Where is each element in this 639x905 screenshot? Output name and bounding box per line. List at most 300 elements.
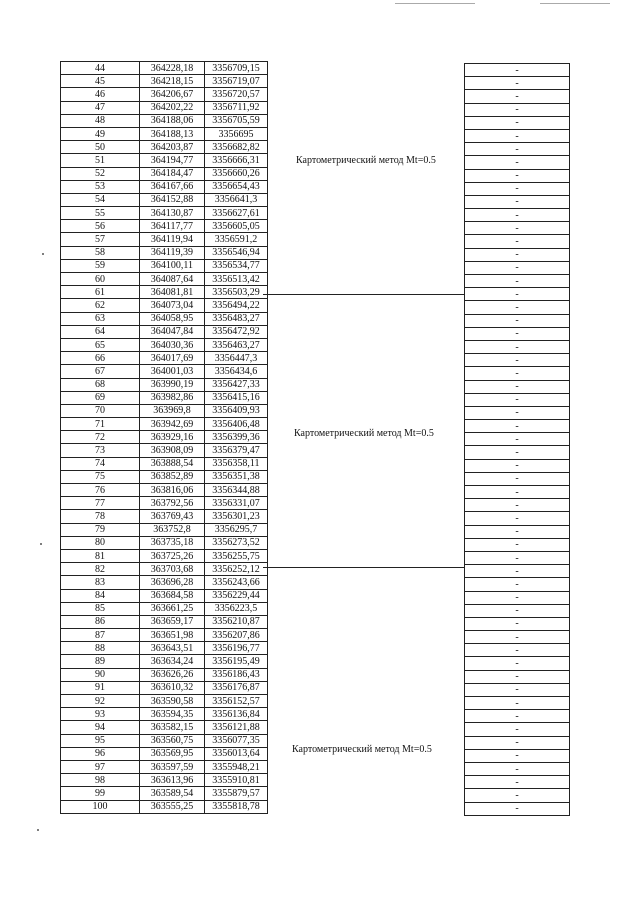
x-coordinate-cell: 364188,06 — [140, 114, 205, 127]
point-number-cell: 68 — [61, 378, 140, 391]
point-number-cell: 56 — [61, 220, 140, 233]
x-coordinate-cell: 363590,58 — [140, 695, 205, 708]
accuracy-cell: - — [465, 354, 570, 367]
x-coordinate-cell: 363888,54 — [140, 457, 205, 470]
table-row — [61, 629, 268, 642]
table-row — [61, 286, 268, 299]
accuracy-cell: - — [465, 802, 570, 815]
table-row — [465, 367, 570, 380]
section-divider-1 — [263, 294, 465, 295]
x-coordinate-cell: 363610,32 — [140, 681, 205, 694]
table-row — [61, 470, 268, 483]
y-coordinate-cell: 3356627,61 — [205, 207, 268, 220]
accuracy-cell: - — [465, 195, 570, 208]
table-row — [465, 103, 570, 116]
table-row — [61, 365, 268, 378]
table-row — [61, 431, 268, 444]
table-row — [465, 340, 570, 353]
table-row — [465, 288, 570, 301]
y-coordinate-cell: 3356301,23 — [205, 510, 268, 523]
y-coordinate-cell: 3356379,47 — [205, 444, 268, 457]
y-coordinate-cell: 3356351,38 — [205, 470, 268, 483]
point-number-cell: 71 — [61, 418, 140, 431]
y-coordinate-cell: 3356682,82 — [205, 141, 268, 154]
accuracy-cell: - — [465, 683, 570, 696]
method-label-1: Картометрический метод Mt=0.5 — [296, 155, 436, 166]
point-number-cell: 66 — [61, 352, 140, 365]
point-number-cell: 67 — [61, 365, 140, 378]
table-row — [61, 114, 268, 127]
point-number-cell: 80 — [61, 536, 140, 549]
point-number-cell: 82 — [61, 563, 140, 576]
table-row — [465, 657, 570, 670]
point-number-cell: 91 — [61, 681, 140, 694]
table-row — [465, 433, 570, 446]
point-number-cell: 78 — [61, 510, 140, 523]
x-coordinate-cell: 364117,77 — [140, 220, 205, 233]
table-row — [465, 169, 570, 182]
accuracy-cell: - — [465, 604, 570, 617]
table-row — [61, 167, 268, 180]
x-coordinate-cell: 363582,15 — [140, 721, 205, 734]
table-row — [465, 301, 570, 314]
accuracy-cell: - — [465, 591, 570, 604]
point-number-cell: 72 — [61, 431, 140, 444]
table-row — [465, 209, 570, 222]
table-row — [61, 523, 268, 536]
accuracy-cell: - — [465, 578, 570, 591]
table-row — [61, 312, 268, 325]
table-row — [61, 418, 268, 431]
table-row — [61, 484, 268, 497]
x-coordinate-cell: 363555,25 — [140, 800, 205, 813]
scan-edge-mark — [540, 3, 610, 4]
table-row — [465, 723, 570, 736]
x-coordinate-cell: 364184,47 — [140, 167, 205, 180]
table-row — [61, 589, 268, 602]
table-row — [465, 736, 570, 749]
y-coordinate-cell: 3356207,86 — [205, 629, 268, 642]
accuracy-cell: - — [465, 169, 570, 182]
x-coordinate-cell: 364228,18 — [140, 62, 205, 75]
point-number-cell: 51 — [61, 154, 140, 167]
accuracy-cell: - — [465, 538, 570, 551]
point-number-cell: 90 — [61, 668, 140, 681]
table-row — [61, 721, 268, 734]
y-coordinate-cell: 3356358,11 — [205, 457, 268, 470]
point-number-cell: 64 — [61, 325, 140, 338]
accuracy-cell: - — [465, 736, 570, 749]
table-row — [61, 444, 268, 457]
accuracy-cell: - — [465, 367, 570, 380]
x-coordinate-cell: 364119,94 — [140, 233, 205, 246]
point-number-cell: 61 — [61, 286, 140, 299]
accuracy-cell: - — [465, 723, 570, 736]
y-coordinate-cell: 3356641,3 — [205, 193, 268, 206]
accuracy-cell: - — [465, 670, 570, 683]
table-row — [465, 499, 570, 512]
table-row — [465, 697, 570, 710]
table-row — [61, 681, 268, 694]
y-coordinate-cell: 3356605,05 — [205, 220, 268, 233]
table-row — [465, 420, 570, 433]
table-row — [61, 193, 268, 206]
table-row — [465, 116, 570, 129]
accuracy-cell: - — [465, 90, 570, 103]
point-number-cell: 93 — [61, 708, 140, 721]
accuracy-cell: - — [465, 710, 570, 723]
y-coordinate-cell: 3356229,44 — [205, 589, 268, 602]
table-row — [61, 62, 268, 75]
x-coordinate-cell: 364087,64 — [140, 273, 205, 286]
y-coordinate-cell: 3356472,92 — [205, 325, 268, 338]
x-coordinate-cell: 363594,35 — [140, 708, 205, 721]
x-coordinate-cell: 364206,67 — [140, 88, 205, 101]
y-coordinate-cell: 3355948,21 — [205, 760, 268, 773]
point-number-cell: 55 — [61, 207, 140, 220]
table-row — [465, 156, 570, 169]
point-number-cell: 85 — [61, 602, 140, 615]
table-row — [61, 615, 268, 628]
point-number-cell: 69 — [61, 391, 140, 404]
accuracy-cell: - — [465, 380, 570, 393]
accuracy-cell: - — [465, 327, 570, 340]
accuracy-cell: - — [465, 459, 570, 472]
accuracy-cell: - — [465, 261, 570, 274]
y-coordinate-cell: 3356331,07 — [205, 497, 268, 510]
accuracy-cell: - — [465, 235, 570, 248]
table-row — [465, 393, 570, 406]
x-coordinate-cell: 364167,66 — [140, 180, 205, 193]
table-row — [465, 235, 570, 248]
table-row — [61, 457, 268, 470]
y-coordinate-cell: 3356399,36 — [205, 431, 268, 444]
y-coordinate-cell: 3356720,57 — [205, 88, 268, 101]
point-number-cell: 77 — [61, 497, 140, 510]
table-row — [61, 352, 268, 365]
y-coordinate-cell: 3356463,27 — [205, 338, 268, 351]
x-coordinate-cell: 363661,25 — [140, 602, 205, 615]
x-coordinate-cell: 363769,43 — [140, 510, 205, 523]
table-row — [61, 259, 268, 272]
y-coordinate-cell: 3356273,52 — [205, 536, 268, 549]
table-row — [465, 314, 570, 327]
table-row — [61, 88, 268, 101]
x-coordinate-cell: 364047,84 — [140, 325, 205, 338]
y-coordinate-cell: 3356427,33 — [205, 378, 268, 391]
table-row — [465, 670, 570, 683]
table-row — [61, 391, 268, 404]
y-coordinate-cell: 3355818,78 — [205, 800, 268, 813]
accuracy-cell: - — [465, 64, 570, 77]
point-number-cell: 81 — [61, 549, 140, 562]
y-coordinate-cell: 3356503,29 — [205, 286, 268, 299]
scan-edge-mark — [395, 3, 475, 4]
y-coordinate-cell: 3356546,94 — [205, 246, 268, 259]
x-coordinate-cell: 363703,68 — [140, 563, 205, 576]
point-number-cell: 70 — [61, 404, 140, 417]
x-coordinate-cell: 363684,58 — [140, 589, 205, 602]
point-number-cell: 45 — [61, 75, 140, 88]
table-row — [465, 248, 570, 261]
scan-speck — [42, 253, 44, 255]
accuracy-cell: - — [465, 129, 570, 142]
point-number-cell: 60 — [61, 273, 140, 286]
y-coordinate-cell: 3356136,84 — [205, 708, 268, 721]
table-row — [61, 299, 268, 312]
point-number-cell: 63 — [61, 312, 140, 325]
table-row — [465, 222, 570, 235]
accuracy-cell: - — [465, 288, 570, 301]
point-number-cell: 75 — [61, 470, 140, 483]
table-row — [465, 90, 570, 103]
y-coordinate-cell: 3356513,42 — [205, 273, 268, 286]
table-row — [61, 101, 268, 114]
point-number-cell: 59 — [61, 259, 140, 272]
table-row — [465, 565, 570, 578]
x-coordinate-cell: 363659,17 — [140, 615, 205, 628]
y-coordinate-cell: 3356255,75 — [205, 549, 268, 562]
y-coordinate-cell: 3356434,6 — [205, 365, 268, 378]
table-row — [465, 472, 570, 485]
y-coordinate-cell: 3356711,92 — [205, 101, 268, 114]
table-row — [465, 406, 570, 419]
point-number-cell: 46 — [61, 88, 140, 101]
point-number-cell: 48 — [61, 114, 140, 127]
table-row — [61, 549, 268, 562]
table-row — [61, 127, 268, 140]
accuracy-cell: - — [465, 156, 570, 169]
table-row — [465, 275, 570, 288]
x-coordinate-cell: 363569,95 — [140, 747, 205, 760]
accuracy-cell: - — [465, 222, 570, 235]
x-coordinate-cell: 363982,86 — [140, 391, 205, 404]
accuracy-cell: - — [465, 393, 570, 406]
x-coordinate-cell: 363990,19 — [140, 378, 205, 391]
scan-speck — [40, 543, 42, 545]
y-coordinate-cell: 3356666,31 — [205, 154, 268, 167]
y-coordinate-cell: 3356013,64 — [205, 747, 268, 760]
table-row — [465, 77, 570, 90]
accuracy-cell: - — [465, 116, 570, 129]
scan-speck — [37, 829, 39, 831]
coordinates-table — [60, 61, 268, 814]
table-row — [61, 510, 268, 523]
x-coordinate-cell: 364017,69 — [140, 352, 205, 365]
accuracy-cell: - — [465, 301, 570, 314]
x-coordinate-cell: 364119,39 — [140, 246, 205, 259]
x-coordinate-cell: 363696,28 — [140, 576, 205, 589]
y-coordinate-cell: 3356295,7 — [205, 523, 268, 536]
table-row — [465, 512, 570, 525]
y-coordinate-cell: 3356494,22 — [205, 299, 268, 312]
accuracy-cell: - — [465, 697, 570, 710]
table-row — [465, 64, 570, 77]
accuracy-cell: - — [465, 499, 570, 512]
point-number-cell: 62 — [61, 299, 140, 312]
x-coordinate-cell: 363752,8 — [140, 523, 205, 536]
table-row — [465, 762, 570, 775]
accuracy-cell: - — [465, 749, 570, 762]
method-label-2: Картометрический метод Mt=0.5 — [294, 428, 434, 439]
accuracy-cell: - — [465, 565, 570, 578]
x-coordinate-cell: 363589,54 — [140, 787, 205, 800]
table-row — [465, 604, 570, 617]
x-coordinate-cell: 363852,89 — [140, 470, 205, 483]
y-coordinate-cell: 3356709,15 — [205, 62, 268, 75]
table-row — [465, 710, 570, 723]
table-row — [61, 154, 268, 167]
method-label-3: Картометрический метод Mt=0.5 — [292, 744, 432, 755]
x-coordinate-cell: 364001,03 — [140, 365, 205, 378]
accuracy-table — [464, 63, 570, 816]
table-row — [61, 378, 268, 391]
x-coordinate-cell: 364218,15 — [140, 75, 205, 88]
x-coordinate-cell: 363735,18 — [140, 536, 205, 549]
x-coordinate-cell: 364152,88 — [140, 193, 205, 206]
accuracy-cell: - — [465, 340, 570, 353]
point-number-cell: 54 — [61, 193, 140, 206]
x-coordinate-cell: 363942,69 — [140, 418, 205, 431]
x-coordinate-cell: 364130,87 — [140, 207, 205, 220]
x-coordinate-cell: 363816,06 — [140, 484, 205, 497]
table-row — [61, 246, 268, 259]
table-row — [61, 734, 268, 747]
x-coordinate-cell: 364058,95 — [140, 312, 205, 325]
point-number-cell: 79 — [61, 523, 140, 536]
table-row — [465, 578, 570, 591]
x-coordinate-cell: 363634,24 — [140, 655, 205, 668]
table-row — [61, 497, 268, 510]
y-coordinate-cell: 3356176,87 — [205, 681, 268, 694]
table-row — [61, 695, 268, 708]
x-coordinate-cell: 364202,22 — [140, 101, 205, 114]
y-coordinate-cell: 3356719,07 — [205, 75, 268, 88]
table-row — [465, 380, 570, 393]
accuracy-cell: - — [465, 406, 570, 419]
table-row — [61, 655, 268, 668]
x-coordinate-cell: 364081,81 — [140, 286, 205, 299]
table-row — [61, 404, 268, 417]
x-coordinate-cell: 363643,51 — [140, 642, 205, 655]
point-number-cell: 65 — [61, 338, 140, 351]
point-number-cell: 96 — [61, 747, 140, 760]
point-number-cell: 92 — [61, 695, 140, 708]
x-coordinate-cell: 363613,96 — [140, 774, 205, 787]
point-number-cell: 53 — [61, 180, 140, 193]
y-coordinate-cell: 3356415,16 — [205, 391, 268, 404]
table-row — [61, 668, 268, 681]
table-row — [465, 261, 570, 274]
x-coordinate-cell: 363626,26 — [140, 668, 205, 681]
point-number-cell: 97 — [61, 760, 140, 773]
y-coordinate-cell: 3356534,77 — [205, 259, 268, 272]
table-row — [465, 354, 570, 367]
section-divider-2 — [263, 567, 465, 568]
point-number-cell: 49 — [61, 127, 140, 140]
table-row — [61, 747, 268, 760]
table-row — [61, 602, 268, 615]
table-row — [61, 576, 268, 589]
x-coordinate-cell: 363651,98 — [140, 629, 205, 642]
accuracy-cell: - — [465, 657, 570, 670]
y-coordinate-cell: 3356406,48 — [205, 418, 268, 431]
accuracy-cell: - — [465, 762, 570, 775]
point-number-cell: 57 — [61, 233, 140, 246]
y-coordinate-cell: 3356195,49 — [205, 655, 268, 668]
table-row — [61, 207, 268, 220]
accuracy-cell: - — [465, 789, 570, 802]
point-number-cell: 99 — [61, 787, 140, 800]
table-row — [465, 486, 570, 499]
point-number-cell: 50 — [61, 141, 140, 154]
accuracy-cell: - — [465, 776, 570, 789]
accuracy-cell: - — [465, 143, 570, 156]
table-row — [61, 220, 268, 233]
y-coordinate-cell: 3356223,5 — [205, 602, 268, 615]
x-coordinate-cell: 364030,36 — [140, 338, 205, 351]
table-row — [465, 776, 570, 789]
x-coordinate-cell: 364194,77 — [140, 154, 205, 167]
point-number-cell: 44 — [61, 62, 140, 75]
table-row — [61, 180, 268, 193]
y-coordinate-cell: 3356186,43 — [205, 668, 268, 681]
table-row — [61, 800, 268, 813]
table-row — [465, 802, 570, 815]
table-row — [465, 644, 570, 657]
accuracy-cell: - — [465, 512, 570, 525]
accuracy-cell: - — [465, 314, 570, 327]
point-number-cell: 84 — [61, 589, 140, 602]
x-coordinate-cell: 363725,26 — [140, 549, 205, 562]
y-coordinate-cell: 3355910,81 — [205, 774, 268, 787]
table-row — [465, 551, 570, 564]
y-coordinate-cell: 3356152,57 — [205, 695, 268, 708]
accuracy-cell: - — [465, 472, 570, 485]
x-coordinate-cell: 364203,87 — [140, 141, 205, 154]
y-coordinate-cell: 3356660,26 — [205, 167, 268, 180]
x-coordinate-cell: 364073,04 — [140, 299, 205, 312]
point-number-cell: 76 — [61, 484, 140, 497]
table-row — [61, 338, 268, 351]
y-coordinate-cell: 3356447,3 — [205, 352, 268, 365]
x-coordinate-cell: 363908,09 — [140, 444, 205, 457]
table-row — [465, 143, 570, 156]
x-coordinate-cell: 363792,56 — [140, 497, 205, 510]
table-row — [465, 129, 570, 142]
point-number-cell: 89 — [61, 655, 140, 668]
x-coordinate-cell: 364100,11 — [140, 259, 205, 272]
table-row — [465, 617, 570, 630]
table-row — [61, 774, 268, 787]
point-number-cell: 47 — [61, 101, 140, 114]
y-coordinate-cell: 3356705,59 — [205, 114, 268, 127]
accuracy-cell: - — [465, 644, 570, 657]
y-coordinate-cell: 3356196,77 — [205, 642, 268, 655]
point-number-cell: 88 — [61, 642, 140, 655]
accuracy-cell: - — [465, 617, 570, 630]
accuracy-table-body — [465, 64, 570, 816]
point-number-cell: 52 — [61, 167, 140, 180]
table-row — [61, 536, 268, 549]
table-row — [465, 683, 570, 696]
x-coordinate-cell: 363969,8 — [140, 404, 205, 417]
y-coordinate-cell: 3355879,57 — [205, 787, 268, 800]
point-number-cell: 95 — [61, 734, 140, 747]
y-coordinate-cell: 3356409,93 — [205, 404, 268, 417]
point-number-cell: 58 — [61, 246, 140, 259]
y-coordinate-cell: 3356210,87 — [205, 615, 268, 628]
